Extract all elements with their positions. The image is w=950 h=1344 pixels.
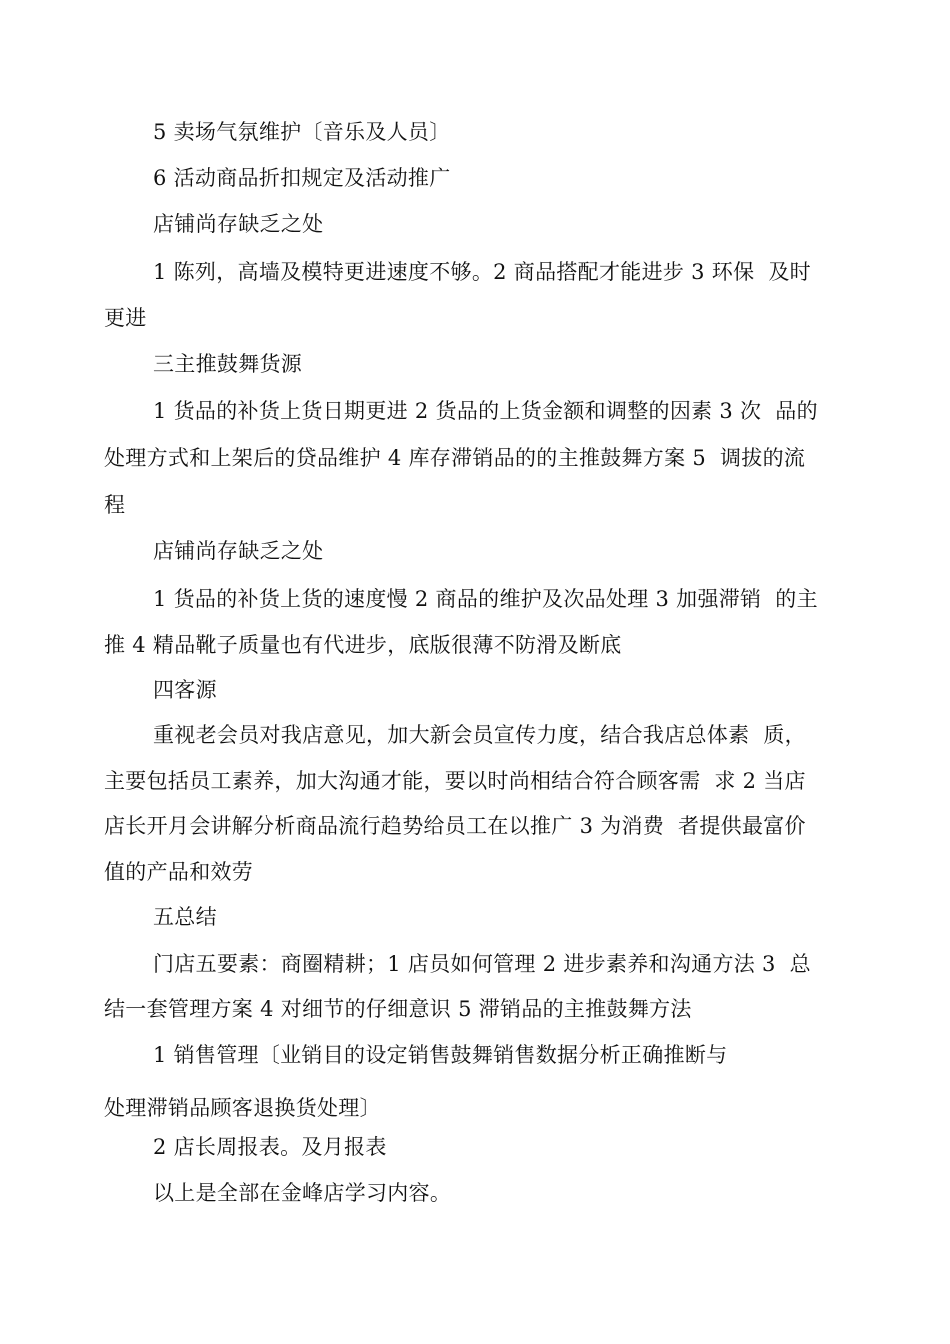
text-line: 5 卖场气氛维护〔音乐及人员〕 <box>153 120 451 144</box>
text-line: 1 货品的补货上货日期更进 2 货品的上货金额和调整的因素 3 次 品的 <box>153 399 818 423</box>
text-line: 处理滞销品顾客退换货处理〕 <box>104 1096 381 1120</box>
text-line: 程 <box>104 493 126 517</box>
text-line: 2 店长周报表。及月报表 <box>153 1135 387 1159</box>
text-line: 1 销售管理〔业销目的设定销售鼓舞销售数据分析正确推断与 <box>153 1043 728 1067</box>
text-line: 1 陈列，高墙及模特更进速度不够。2 商品搭配才能进步 3 环保 及时 <box>153 260 811 284</box>
text-line: 重视老会员对我店意见，加大新会员宣传力度，结合我店总体素 质， <box>153 723 806 747</box>
text-line: 推 4 精品靴子质量也有代进步，底版很薄不防滑及断底 <box>104 633 622 657</box>
text-line: 值的产品和效劳 <box>104 860 254 884</box>
section-heading: 五总结 <box>153 905 217 929</box>
section-heading: 三主推鼓舞货源 <box>153 352 303 376</box>
text-line: 更进 <box>104 306 147 330</box>
text-line: 1 货品的补货上货的速度慢 2 商品的维护及次品处理 3 加强滞销 的主 <box>153 587 818 611</box>
section-heading: 四客源 <box>153 678 217 702</box>
text-line: 以上是全部在金峰店学习内容。 <box>153 1181 452 1205</box>
text-line: 店长开月会讲解分析商品流行趋势给员工在以推广 3 为消费 者提供最富价 <box>104 814 806 838</box>
section-heading: 店铺尚存缺乏之处 <box>153 539 324 563</box>
section-heading: 店铺尚存缺乏之处 <box>153 212 324 236</box>
text-line: 主要包括员工素养，加大沟通才能，要以时尚相结合符合顾客需 求 2 当店 <box>104 769 806 793</box>
text-line: 门店五要素：商圈精耕；1 店员如何管理 2 进步素养和沟通方法 3 总 <box>153 952 811 976</box>
text-line: 结一套管理方案 4 对细节的仔细意识 5 滞销品的主推鼓舞方法 <box>104 997 692 1021</box>
text-line: 处理方式和上架后的贷品维护 4 库存滞销品的的主推鼓舞方案 5 调拔的流 <box>104 446 806 470</box>
text-line: 6 活动商品折扣规定及活动推广 <box>153 166 451 190</box>
